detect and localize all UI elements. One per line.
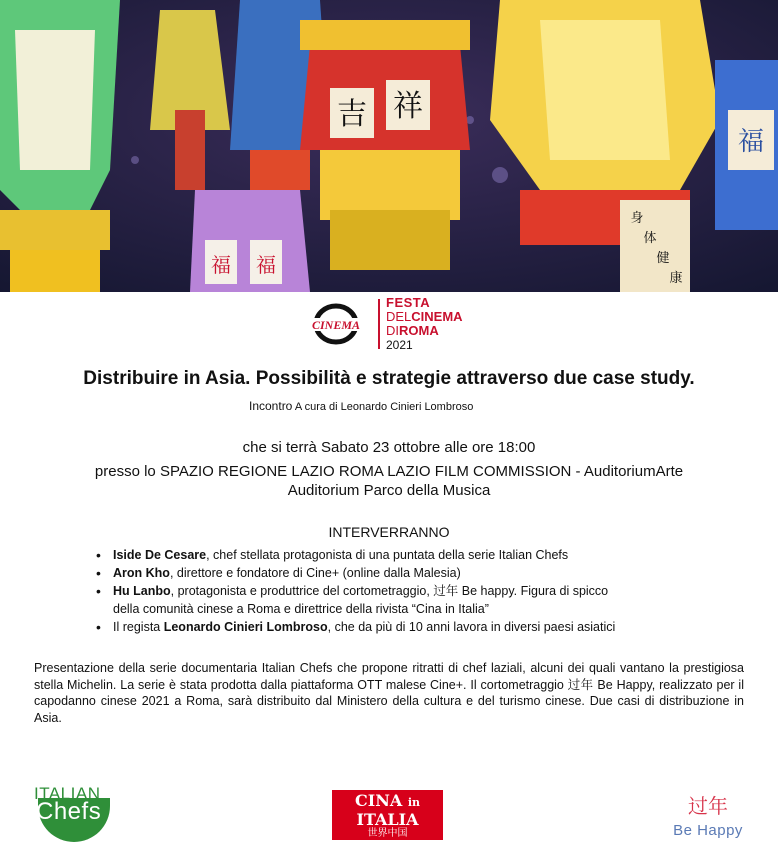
speaker-name: Leonardo Cinieri Lombroso xyxy=(163,620,328,634)
list-item xyxy=(96,618,615,636)
list-item xyxy=(96,564,615,582)
italian-chefs-bottom: Chefs xyxy=(36,798,102,825)
lantern-char-fu-2: 福 xyxy=(256,253,276,277)
festival-cinema: CINEMA xyxy=(411,309,463,324)
banner-char-4: 康 xyxy=(669,271,683,286)
behappy-english: Be Happy xyxy=(673,822,743,839)
event-kind: Incontro xyxy=(249,399,293,413)
speakers-list xyxy=(96,546,615,636)
speaker-name: Hu Lanbo xyxy=(113,584,171,598)
festival-logo-line2 xyxy=(386,310,463,324)
speaker-desc-cont: della comunità cinese a Roma e direttrice della rivista “Cina in Italia” xyxy=(113,602,489,616)
festival-di: DI xyxy=(386,323,399,338)
cinema-mark-icon xyxy=(296,301,376,347)
italian-chefs-top: ITALIAN xyxy=(34,784,101,803)
cinema-word: CINEMA xyxy=(311,318,361,332)
banner-char-2: 体 xyxy=(643,231,657,246)
green-lantern xyxy=(0,0,120,292)
event-curator: A cura di Leonardo Cinieri Lombroso xyxy=(294,401,474,413)
lantern-char-fu-1: 福 xyxy=(211,253,231,277)
cina-line1 xyxy=(332,792,443,812)
festival-roma: ROMA xyxy=(399,323,439,338)
festival-logo-year: 2021 xyxy=(386,338,413,352)
event-venue-line2: Auditorium Parco della Musica xyxy=(287,482,491,499)
speakers-heading: INTERVERRANNO xyxy=(328,524,450,540)
behappy-chinese: 过年 xyxy=(688,796,728,818)
festival-logo-line3 xyxy=(386,324,463,338)
speaker-desc: , direttore e fondatore di Cine+ (online dalla Malesia) xyxy=(169,566,461,580)
cina-line2: ITALIA xyxy=(356,810,419,829)
banner-char-1: 身 xyxy=(630,211,644,226)
lantern-char-ji: 吉 xyxy=(337,97,367,132)
cina-word: CINA xyxy=(354,791,403,810)
cina-in: in xyxy=(407,796,421,809)
speaker-pre: Il regista xyxy=(113,620,164,634)
event-description: Presentazione della serie documentaria Italian Chefs che propone ritratti di chef laziali, alcuni dei quali vantano la prestigiosa stella Michelin. La serie è stata prodotta dalla piattaforma OTT malese Cine+. Il cortometraggio 过年 Be Happy, realizzato per il capodanno cinese 2021 a Roma, sarà distribuito dal Ministero della cultura e del turismo cinese. Due casi di distribuzione in Asia. xyxy=(34,661,744,725)
event-venue-line1: presso lo SPAZIO REGIONE LAZIO ROMA LAZIO FILM COMMISSION - AuditoriumArte xyxy=(94,463,684,480)
list-item xyxy=(96,546,615,564)
cina-in-italia-logo xyxy=(332,790,443,840)
festival-del: DEL xyxy=(386,309,412,324)
logo-divider xyxy=(378,299,380,349)
cina-line3: 世界中国 xyxy=(367,828,408,839)
be-happy-logo xyxy=(663,790,753,840)
festival-logo-text xyxy=(386,296,463,352)
hero-lantern-illustration xyxy=(0,0,778,292)
festa-del-cinema-di-roma-logo xyxy=(292,293,462,354)
event-date: che si terrà Sabato 23 ottobre alle ore 18:00 xyxy=(242,439,536,456)
lantern-char-xiang: 祥 xyxy=(393,89,423,124)
banner-char-3: 健 xyxy=(656,251,670,266)
list-item xyxy=(96,582,615,618)
speaker-desc: , protagonista e produttrice del cortometraggio, 过年 Be happy. Figura di spicco xyxy=(170,584,609,598)
festival-logo-line1: FESTA xyxy=(386,295,431,310)
event-subtitle xyxy=(249,399,473,413)
speaker-name: Aron Kho xyxy=(113,566,170,580)
speaker-desc: , che da più di 10 anni lavora in diversi paesi asiatici xyxy=(327,620,616,634)
lantern-char-fu-3: 福 xyxy=(737,127,765,157)
speaker-desc: , chef stellata protagonista di una puntata della serie Italian Chefs xyxy=(206,548,569,562)
italian-chefs-logo xyxy=(34,784,116,842)
speaker-name: Iside De Cesare xyxy=(113,548,207,562)
event-title: Distribuire in Asia. Possibilità e strategie attraverso due case study. xyxy=(83,368,695,389)
